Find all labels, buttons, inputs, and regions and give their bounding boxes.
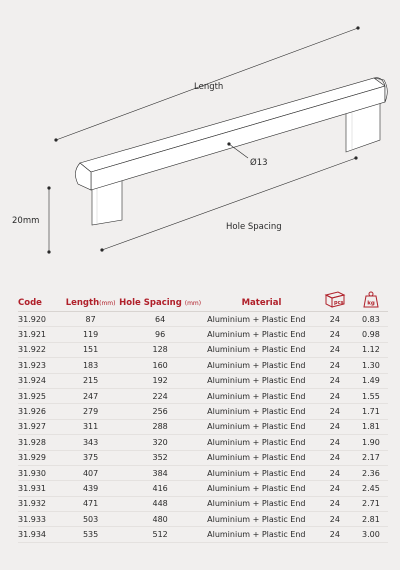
cell-pcs: 24 <box>316 404 354 419</box>
cell-material: Aluminium + Plastic End <box>201 404 316 419</box>
cell-kg: 1.49 <box>354 373 388 388</box>
cell-kg: 0.98 <box>354 327 388 342</box>
cell-pcs: 24 <box>316 512 354 527</box>
handle-technical-drawing <box>0 0 400 280</box>
cell-length: 407 <box>62 465 119 480</box>
table-row <box>18 419 388 434</box>
cell-kg: 1.30 <box>354 358 388 373</box>
cell-pcs: 24 <box>316 527 354 542</box>
table-row <box>18 388 388 403</box>
cell-pcs: 24 <box>316 327 354 342</box>
product-spec-table <box>18 290 388 543</box>
cell-pcs: 24 <box>316 342 354 357</box>
length-label: Length <box>194 82 224 92</box>
cell-material: Aluminium + Plastic End <box>201 327 316 342</box>
cell-material: Aluminium + Plastic End <box>201 358 316 373</box>
table-row <box>18 312 388 327</box>
weight-icon <box>363 290 379 308</box>
table-row <box>18 481 388 496</box>
pcs-icon-text: pcs <box>333 300 344 306</box>
cell-hole-spacing: 288 <box>119 419 201 434</box>
cell-hole-spacing: 512 <box>119 527 201 542</box>
cell-code: 31.928 <box>18 435 62 450</box>
cell-material: Aluminium + Plastic End <box>201 512 316 527</box>
cell-kg: 2.36 <box>354 465 388 480</box>
hole-spacing-label: Hole Spacing <box>226 222 282 232</box>
table-row <box>18 450 388 465</box>
cell-length: 471 <box>62 496 119 511</box>
cell-hole-spacing: 480 <box>119 512 201 527</box>
cell-pcs: 24 <box>316 450 354 465</box>
cell-pcs: 24 <box>316 373 354 388</box>
cell-pcs: 24 <box>316 358 354 373</box>
table-row <box>18 465 388 480</box>
cell-length: 183 <box>62 358 119 373</box>
cell-hole-spacing: 384 <box>119 465 201 480</box>
cell-code: 31.929 <box>18 450 62 465</box>
cell-length: 215 <box>62 373 119 388</box>
table-row <box>18 435 388 450</box>
cell-kg: 2.71 <box>354 496 388 511</box>
cell-hole-spacing: 320 <box>119 435 201 450</box>
cell-length: 439 <box>62 481 119 496</box>
cell-pcs: 24 <box>316 481 354 496</box>
height-label: 20mm <box>12 216 40 226</box>
cell-material: Aluminium + Plastic End <box>201 435 316 450</box>
cell-kg: 2.17 <box>354 450 388 465</box>
cell-code: 31.932 <box>18 496 62 511</box>
cell-kg: 2.45 <box>354 481 388 496</box>
cell-material: Aluminium + Plastic End <box>201 419 316 434</box>
table-row <box>18 373 388 388</box>
cell-material: Aluminium + Plastic End <box>201 450 316 465</box>
header-pcs <box>316 290 354 312</box>
cell-kg: 1.55 <box>354 388 388 403</box>
cell-hole-spacing: 160 <box>119 358 201 373</box>
table-row <box>18 527 388 542</box>
cell-kg: 1.81 <box>354 419 388 434</box>
header-kg <box>354 290 388 312</box>
box-pieces-icon <box>324 290 346 308</box>
cell-hole-spacing: 352 <box>119 450 201 465</box>
cell-hole-spacing: 192 <box>119 373 201 388</box>
header-code: Code <box>18 298 42 308</box>
cell-hole-spacing: 128 <box>119 342 201 357</box>
table-header-row <box>18 290 388 312</box>
cell-hole-spacing: 448 <box>119 496 201 511</box>
header-length <box>62 290 119 312</box>
diameter-label: Ø13 <box>250 158 268 168</box>
cell-pcs: 24 <box>316 388 354 403</box>
cell-material: Aluminium + Plastic End <box>201 373 316 388</box>
table-row <box>18 327 388 342</box>
cell-code: 31.927 <box>18 419 62 434</box>
cell-code: 31.923 <box>18 358 62 373</box>
table-row <box>18 496 388 511</box>
cell-kg: 1.90 <box>354 435 388 450</box>
cell-material: Aluminium + Plastic End <box>201 481 316 496</box>
cell-hole-spacing: 256 <box>119 404 201 419</box>
table-row <box>18 358 388 373</box>
cell-length: 311 <box>62 419 119 434</box>
cell-code: 31.931 <box>18 481 62 496</box>
cell-length: 503 <box>62 512 119 527</box>
cell-pcs: 24 <box>316 465 354 480</box>
cell-hole-spacing: 64 <box>119 312 201 327</box>
cell-kg: 2.81 <box>354 512 388 527</box>
kg-icon-text: kg <box>367 300 375 307</box>
cell-length: 279 <box>62 404 119 419</box>
cell-length: 87 <box>62 312 119 327</box>
cell-hole-spacing: 416 <box>119 481 201 496</box>
header-length-label: Length <box>65 298 100 308</box>
cell-length: 151 <box>62 342 119 357</box>
cell-kg: 1.71 <box>354 404 388 419</box>
cell-length: 343 <box>62 435 119 450</box>
cell-pcs: 24 <box>316 496 354 511</box>
cell-length: 375 <box>62 450 119 465</box>
header-hole-spacing-unit: (mm) <box>184 300 202 307</box>
cell-code: 31.922 <box>18 342 62 357</box>
header-hole-spacing-label: Hole Spacing <box>119 298 182 308</box>
table-row <box>18 404 388 419</box>
cell-hole-spacing: 224 <box>119 388 201 403</box>
cell-kg: 0.83 <box>354 312 388 327</box>
cell-code: 31.925 <box>18 388 62 403</box>
cell-material: Aluminium + Plastic End <box>201 342 316 357</box>
header-material: Material <box>241 298 282 308</box>
cell-material: Aluminium + Plastic End <box>201 465 316 480</box>
table-body <box>18 312 388 543</box>
cell-material: Aluminium + Plastic End <box>201 527 316 542</box>
cell-kg: 3.00 <box>354 527 388 542</box>
cell-pcs: 24 <box>316 312 354 327</box>
table-row <box>18 342 388 357</box>
cell-code: 31.933 <box>18 512 62 527</box>
cell-length: 247 <box>62 388 119 403</box>
header-hole-spacing <box>119 290 201 312</box>
cell-code: 31.921 <box>18 327 62 342</box>
cell-code: 31.930 <box>18 465 62 480</box>
cell-material: Aluminium + Plastic End <box>201 312 316 327</box>
height-dimension <box>48 187 51 254</box>
header-length-unit: (mm) <box>99 300 116 307</box>
cell-code: 31.926 <box>18 404 62 419</box>
cell-length: 119 <box>62 327 119 342</box>
cell-hole-spacing: 96 <box>119 327 201 342</box>
cell-code: 31.920 <box>18 312 62 327</box>
cell-pcs: 24 <box>316 435 354 450</box>
cell-pcs: 24 <box>316 419 354 434</box>
cell-kg: 1.12 <box>354 342 388 357</box>
cell-code: 31.934 <box>18 527 62 542</box>
cell-material: Aluminium + Plastic End <box>201 496 316 511</box>
table-row <box>18 512 388 527</box>
cell-length: 535 <box>62 527 119 542</box>
cell-material: Aluminium + Plastic End <box>201 388 316 403</box>
cell-code: 31.924 <box>18 373 62 388</box>
